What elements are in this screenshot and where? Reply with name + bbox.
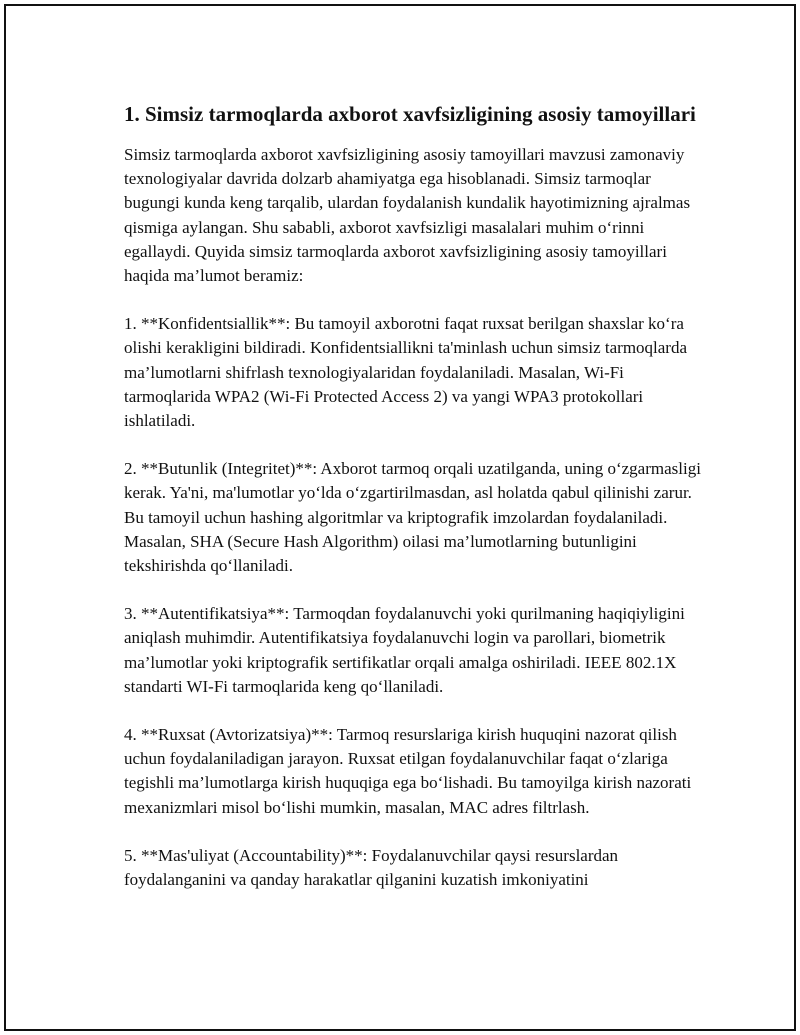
paragraph-authentication: 3. **Autentifikatsiya**: Tarmoqdan foydalanuvchi yoki qurilmaning haqiqiyligini aniqlash muhimdir. Autentifikatsiya foydalanuvchi login va parollari, biometrik ma’lumotlar yoki kriptografik sertifikatlar orqali amalga oshiriladi. IEEE 802.1X standarti WI-Fi tarmoqlarida keng qo‘llaniladi. <box>124 604 685 696</box>
section-heading: 1. Simsiz tarmoqlarda axborot xavfsizligining asosiy tamoyillari <box>124 102 696 126</box>
paragraph-authorization: 4. **Ruxsat (Avtorizatsiya)**: Tarmoq resurslariga kirish huquqini nazorat qilish uchun foydalaniladigan jarayon. Ruxsat etilgan foydalanuvchilar faqat o‘zlariga tegishli ma’lumotlarga kirish huquqiga ega bo‘lishadi. Bu tamoyilga kirish nazorati mexanizmlari misol bo‘lishi mumkin, masalan, MAC adres filtrlash. <box>124 725 692 817</box>
paragraph-confidentiality: 1. **Konfidentsiallik**: Bu tamoyil axborotni faqat ruxsat berilgan shaxslar ko‘ra olishi kerakligini bildiradi. Konfidentsiallikni ta'minlash uchun simsiz tarmoqlarda ma’lumotlarni shifrlash texnologiyalaridan foydalaniladi. Masalan, Wi-Fi tarmoqlarida WPA2 (Wi-Fi Protected Access 2) va yangi WPA3 protokollari ishlatiladi. <box>124 314 688 431</box>
paragraph-integrity: 2. **Butunlik (Integritet)**: Axborot tarmoq orqali uzatilganda, uning o‘zgarmasligi kerak. Ya'ni, ma'lumotlar yo‘lda o‘zgartirilmasdan, asl holatda qabul qilinishi zarur. Bu tamoyil uchun hashing algoritmlar va kriptografik imzolardan foydalaniladi. Masalan, SHA (Secure Hash Algorithm) oilasi ma’lumotlarning butunligini tekshirishda qo‘llaniladi. <box>124 459 701 576</box>
page-frame <box>4 4 796 1031</box>
paragraph-accountability: 5. **Mas'uliyat (Accountability)**: Foydalanuvchilar qaysi resurslardan foydalanganini va qanday harakatlar qilganini kuzatish imkoniyatini <box>124 845 619 890</box>
document-body <box>124 99 709 916</box>
intro-paragraph: Simsiz tarmoqlarda axborot xavfsizligining asosiy tamoyillari mavzusi zamonaviy texnologiyalar davrida dolzarb ahamiyatga ega hisoblanadi. Simsiz tarmoqlar bugungi kunda keng tarqalib, ulardan foydalanish kundalik hayotimizning ajralmas qismiga aylangan. Shu sababli, axborot xavfsizligi masalalari muhim o‘rinni egallaydi. Quyida simsiz tarmoqlarda axborot xavfsizligining asosiy tamoyillari haqida ma’lumot beramiz: <box>124 145 691 286</box>
